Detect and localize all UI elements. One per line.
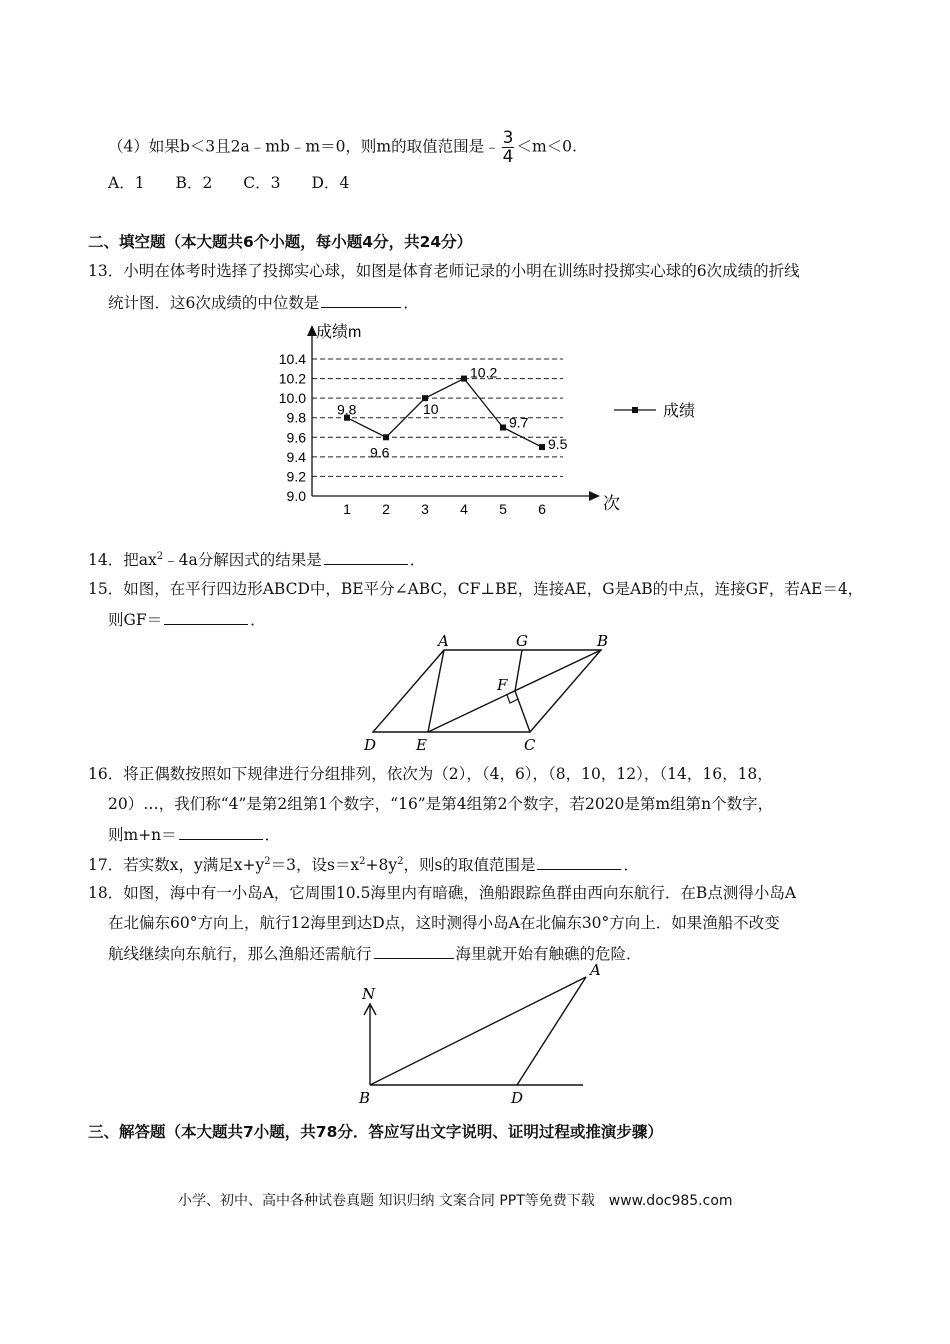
q15-line2-suffix: ．	[250, 611, 266, 629]
q17-p2: ＝3，设s＝x	[270, 856, 360, 874]
footer-text: 小学、初中、高中各种试卷真题 知识归纳 文案合同 PPT等免费下载 www.doc985.com	[178, 1193, 733, 1209]
label-e: E	[416, 736, 427, 754]
y-axis-label: 成绩m	[316, 324, 362, 341]
q16-line3-suffix: ．	[264, 826, 281, 844]
label-g: G	[516, 632, 528, 650]
x-axis-label: 次	[603, 494, 620, 513]
y-tick-label: 10.0	[278, 390, 306, 407]
label-f: F	[497, 676, 508, 694]
label-d: D	[364, 736, 377, 754]
label-d: D	[511, 1089, 524, 1107]
y-tick-label: 9.6	[286, 429, 306, 446]
x-tick-label: 3	[421, 501, 429, 517]
q18-line1: 18．如图，海中有一小岛A，它周围10.5海里内有暗礁，渔船跟踪鱼群由西向东航行．在B点测得小岛A	[88, 884, 797, 902]
q17-p4: ，则s的取值范围是	[403, 856, 536, 874]
x-tick-label: 2	[382, 501, 390, 517]
x-tick-label: 1	[343, 501, 351, 517]
q17-p1: 17．若实数x，y满足x+y	[88, 856, 265, 874]
segment-da	[517, 977, 586, 1085]
q16-line1: 16．将正偶数按照如下规律进行分组排列，依次为（2），（4，6），（8，10，12），（14，16，18，	[88, 765, 773, 783]
y-tick-label: 10.4	[278, 351, 306, 367]
data-label: 9.5	[548, 436, 568, 453]
section3-heading: 三、解答题（本大题共7小题，共78分．答应写出文字说明、证明过程或推演步骤）	[88, 1123, 663, 1141]
label-n: N	[362, 985, 376, 1003]
q18-line3-prefix: 航线继续向东航行，那么渔船还需航行	[108, 945, 372, 963]
q13-line1: 13．小明在体考时选择了投掷实心球，如图是体育老师记录的小明在训练时投掷实心球的6次成绩的折线	[88, 262, 800, 280]
label-b: B	[359, 1089, 371, 1107]
q17-p3: +8y	[365, 856, 398, 874]
y-tick-label: 9.0	[286, 488, 306, 504]
label-c: C	[524, 736, 536, 754]
q16-line2: 20）…，我们称“4”是第2组第1个数字，“16”是第4组第2个数字，若2020是第m组第n个数字，	[108, 795, 774, 813]
segment-ba	[370, 977, 586, 1085]
q13-line2-prefix: 统计图．这6次成绩的中位数是	[108, 294, 320, 312]
q15-line2-prefix: 则GF＝	[108, 611, 163, 629]
exponent-2: 2	[359, 856, 366, 867]
section2-heading: 二、填空题（本大题共6个小题，每小题4分，共24分）	[88, 233, 473, 251]
label-a: A	[438, 632, 449, 650]
q13-line2-suffix: ．	[403, 294, 419, 312]
q14-suffix: ．	[409, 551, 426, 569]
y-tick-label: 9.8	[286, 409, 306, 426]
q18-line3-suffix: 海里就开始有触礁的危险．	[455, 945, 642, 963]
x-tick-label: 5	[499, 501, 507, 517]
q15-line1: 15．如图，在平行四边形ABCD中，BE平分∠ABC，CF⊥BE，连接AE，G是AB的中点，连接GF，若AE＝4，	[88, 580, 864, 598]
fraction-numerator: 3	[502, 128, 514, 148]
fraction-denominator: 4	[502, 147, 514, 167]
q18-line2: 在北偏东60°方向上，航行12海里到达D点，这时测得小岛A在北偏东30°方向上．如果渔船不改变	[108, 914, 780, 932]
y-tick-label: 10.2	[278, 370, 306, 387]
q14-prefix: 14．把ax	[88, 551, 157, 569]
exponent-2: 2	[264, 856, 271, 867]
q12-options: A．1 B．2 C．3 D．4	[108, 174, 350, 192]
label-a: A	[590, 961, 601, 979]
q14-mid: ﹣4a分解因式的结果是	[163, 551, 322, 569]
exponent-2: 2	[156, 551, 164, 562]
q12-item4-suffix: ＜m＜0.	[516, 137, 577, 156]
data-label: 10.2	[470, 364, 498, 381]
y-tick-label: 9.4	[286, 448, 306, 465]
data-label: 9.8	[337, 401, 357, 418]
x-tick-label: 6	[538, 501, 546, 517]
q17-suffix: ．	[623, 856, 639, 874]
data-label: 10	[423, 401, 439, 418]
q16-line3-prefix: 则m+n＝	[108, 826, 177, 844]
data-label: 9.6	[370, 444, 390, 461]
q12-item4-prefix: （4）如果b＜3且2a﹣mb﹣m＝0，则m的取值范围是﹣	[108, 137, 500, 156]
exponent-2: 2	[397, 856, 404, 867]
data-label: 9.7	[509, 414, 529, 431]
y-tick-label: 9.2	[286, 468, 306, 485]
label-b: B	[597, 632, 609, 650]
x-tick-label: 4	[460, 501, 468, 517]
legend-label: 成绩	[663, 403, 696, 420]
